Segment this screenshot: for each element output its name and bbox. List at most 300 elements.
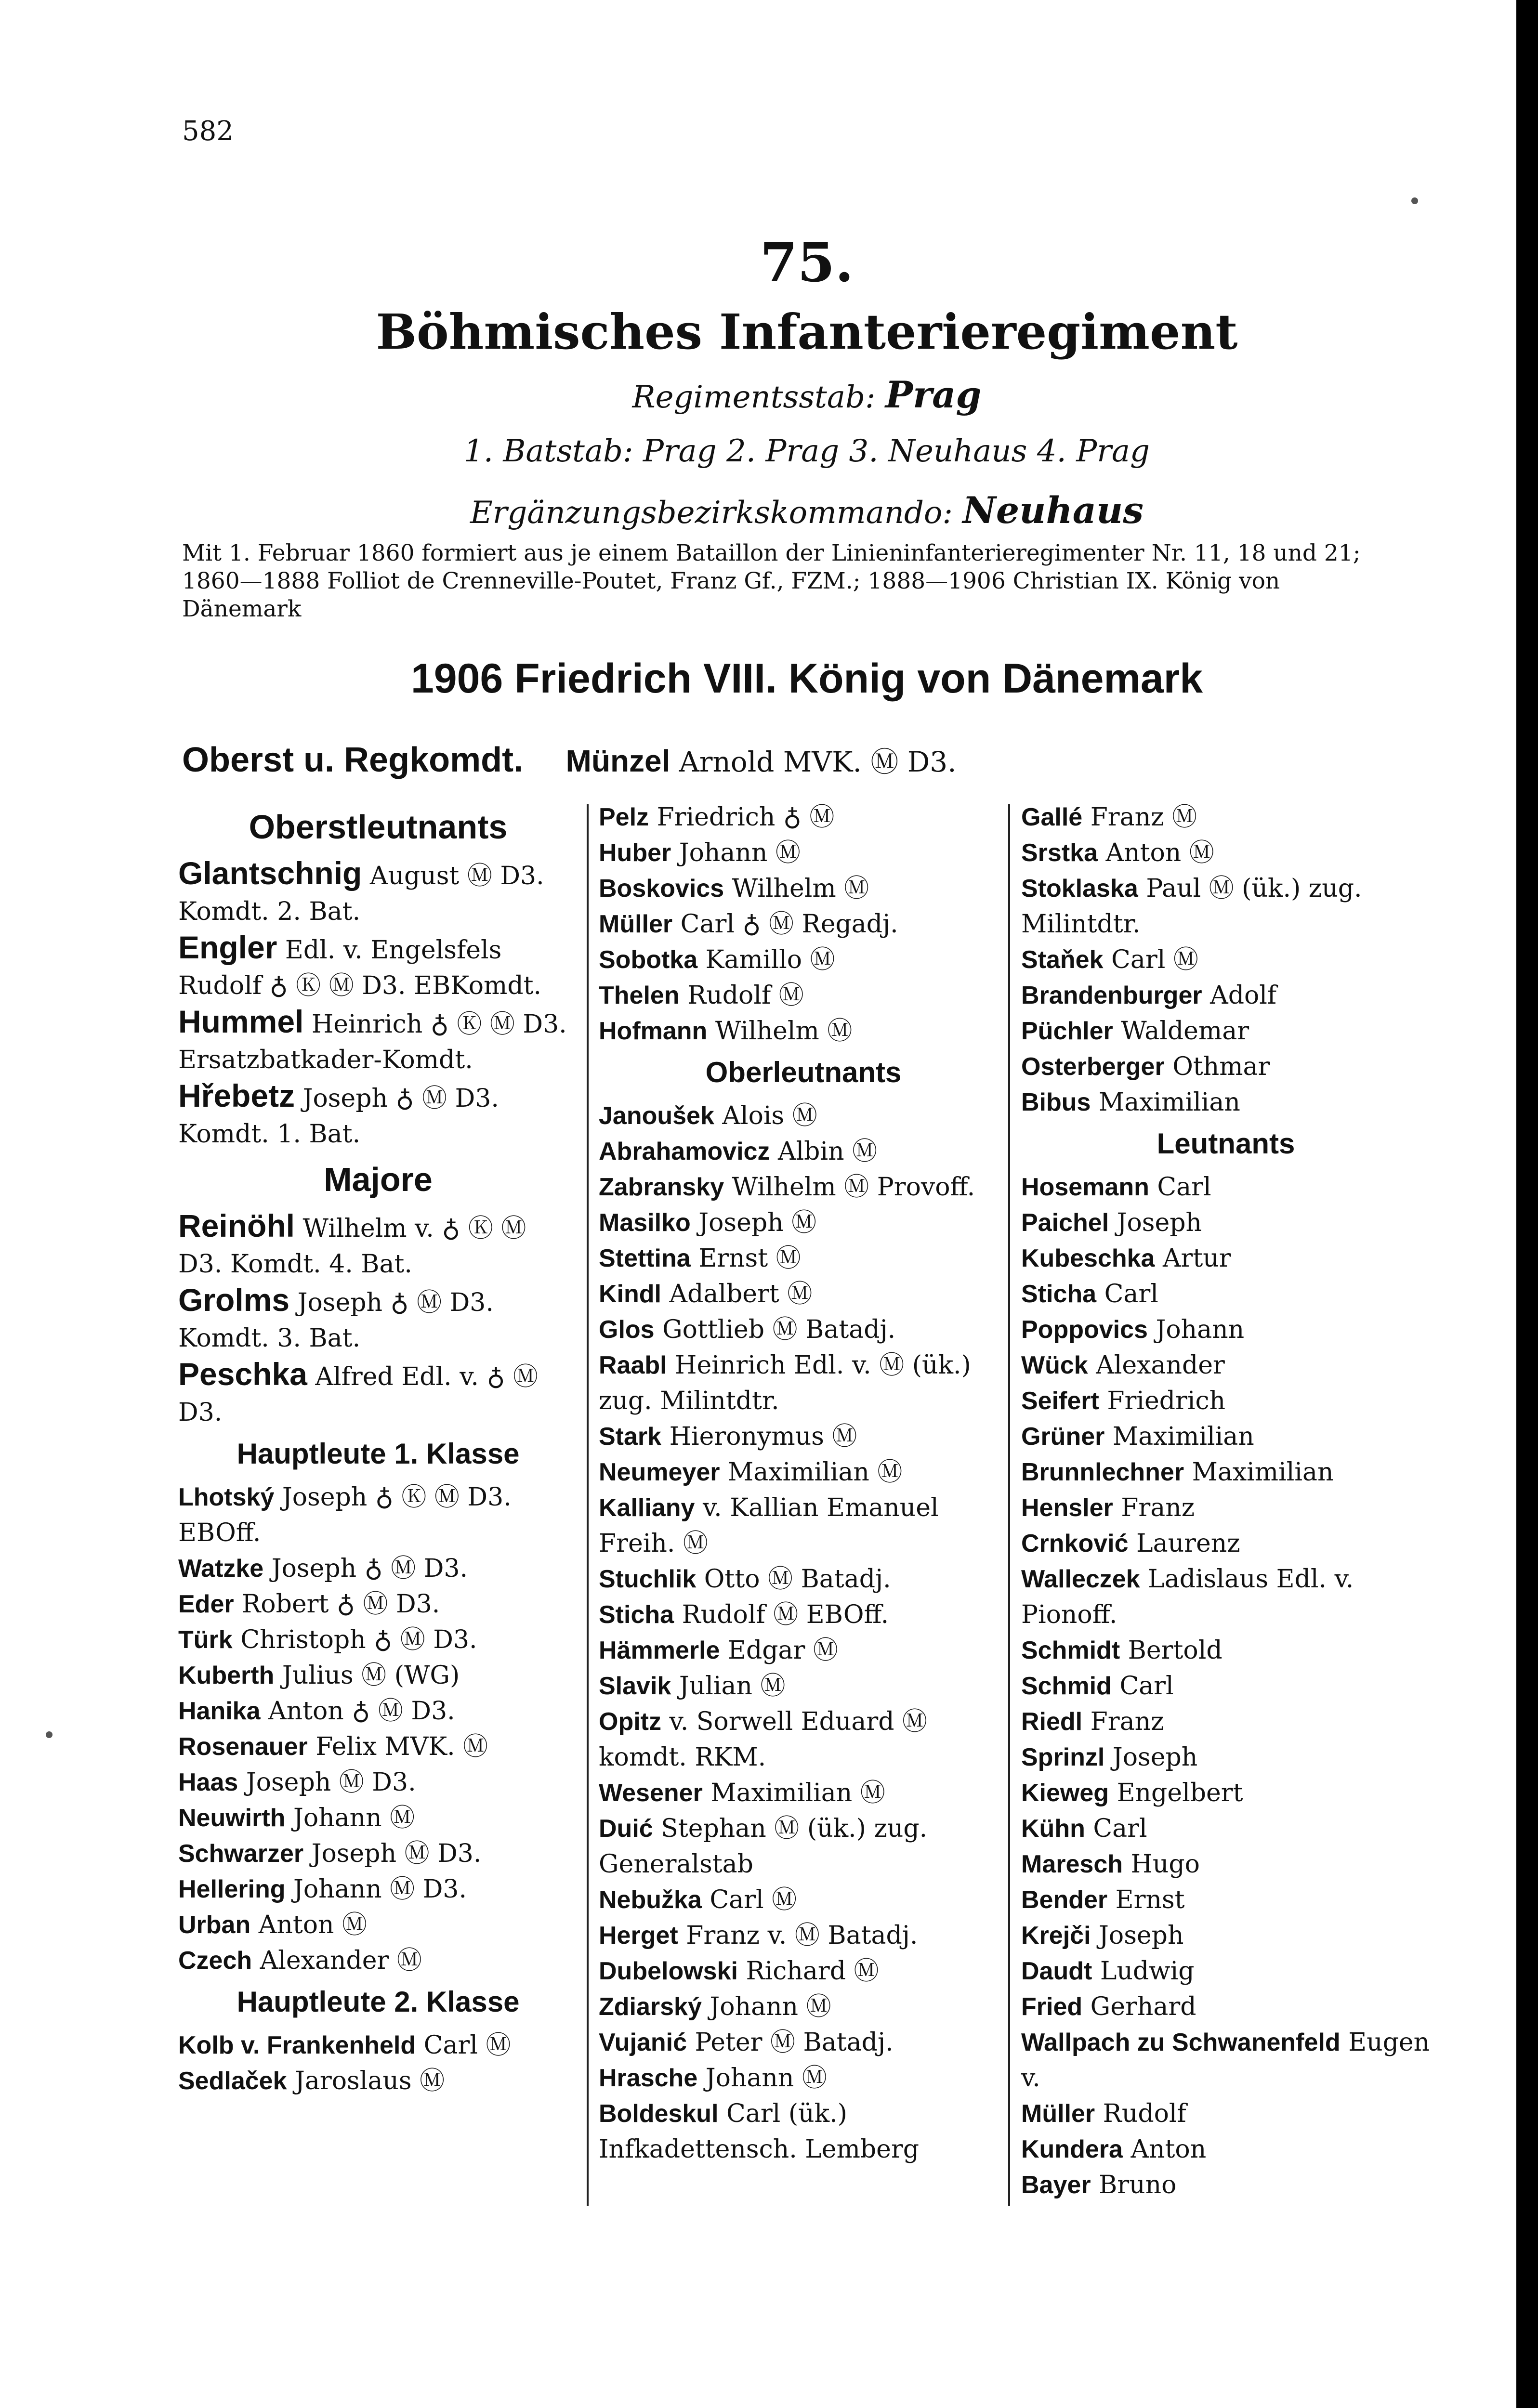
officer-entry bbox=[599, 1668, 1008, 1704]
officer-surname: Reinöhl bbox=[178, 1208, 295, 1243]
officer-details: August Ⓜ D3. Komdt. 2. Bat. bbox=[178, 862, 544, 926]
officer-entry bbox=[1021, 1561, 1431, 1633]
officer-surname: Wück bbox=[1021, 1351, 1088, 1379]
officer-details: Maximilian Ⓜ bbox=[720, 1458, 903, 1487]
list-hauptleute-2-cont bbox=[599, 799, 1008, 1049]
officer-entry bbox=[1021, 2132, 1431, 2167]
officer-entry bbox=[599, 942, 1008, 978]
officer-entry bbox=[178, 1551, 578, 1586]
officer-details: Gerhard bbox=[1082, 1992, 1196, 2021]
officer-entry bbox=[178, 1836, 578, 1871]
officer-entry bbox=[1021, 1811, 1431, 1846]
officer-surname: Hosemann bbox=[1021, 1173, 1149, 1201]
officer-surname: Staňek bbox=[1021, 946, 1104, 974]
officer-surname: Neumeyer bbox=[599, 1458, 720, 1486]
officer-surname: Bayer bbox=[1021, 2171, 1091, 2199]
officer-surname: Schmidt bbox=[1021, 1636, 1120, 1664]
officer-details: Kamillo Ⓜ bbox=[697, 945, 835, 974]
officer-entry bbox=[1021, 1989, 1431, 2025]
officer-details: Friedrich bbox=[1099, 1387, 1226, 1415]
officer-entry bbox=[599, 1205, 1008, 1241]
officer-surname: Sobotka bbox=[599, 946, 698, 974]
officer-surname: Hřebetz bbox=[178, 1078, 295, 1113]
officer-details: Hugo bbox=[1123, 1850, 1200, 1879]
officer-entry bbox=[178, 1004, 578, 1078]
officer-details: Maximilian bbox=[1091, 1088, 1240, 1117]
officer-entry bbox=[1021, 799, 1431, 835]
officer-details: Maximilian bbox=[1104, 1422, 1254, 1451]
column-1 bbox=[178, 799, 578, 2099]
officer-surname: Neuwirth bbox=[178, 1804, 286, 1832]
officer-details: Joseph bbox=[1109, 1208, 1202, 1237]
officer-details: Othmar bbox=[1164, 1052, 1270, 1081]
officer-details: Peter Ⓜ Batadj. bbox=[687, 2028, 894, 2057]
officer-surname: Riedl bbox=[1021, 1708, 1083, 1736]
officer-surname: Kühn bbox=[1021, 1815, 1085, 1843]
officer-entry bbox=[599, 1454, 1008, 1490]
officer-entry bbox=[1021, 1312, 1431, 1348]
oberst-details: Arnold MVK. Ⓜ D3. bbox=[679, 746, 957, 778]
officer-details: v. Sorwell Eduard Ⓜ komdt. RKM. bbox=[599, 1707, 928, 1772]
officer-entry bbox=[178, 1943, 578, 1978]
officer-entry bbox=[178, 1282, 578, 1356]
regiment-history: Mit 1. Februar 1860 formiert aus je einem Bataillon der Linieninfanterieregimenter Nr. 11, 18 und 21; 1860—1888 Folliot de Crenneville-Poutet, Franz Gf., FZM.; 1888—1906 Christian IX. König von Dänemark bbox=[182, 540, 1361, 622]
officer-surname: Püchler bbox=[1021, 1017, 1113, 1045]
officer-details: Joseph ♁ Ⓜ D3. Komdt. 1. Bat. bbox=[178, 1084, 499, 1149]
officer-surname: Glos bbox=[599, 1316, 655, 1344]
officer-surname: Herget bbox=[599, 1922, 678, 1950]
officer-surname: Kalliany bbox=[599, 1494, 695, 1522]
officer-surname: Engler bbox=[178, 929, 277, 965]
officer-details: Joseph bbox=[1091, 1921, 1184, 1950]
officer-details: Maximilian bbox=[1184, 1458, 1334, 1487]
officer-entry bbox=[178, 1078, 578, 1152]
officer-entry bbox=[1021, 1013, 1431, 1049]
officer-surname: Pelz bbox=[599, 803, 649, 831]
officer-surname: Hämmerle bbox=[599, 1636, 720, 1664]
officer-entry bbox=[599, 1276, 1008, 1312]
officer-surname: Urban bbox=[178, 1911, 251, 1939]
officer-entry bbox=[1021, 871, 1431, 942]
officer-entry bbox=[1021, 1526, 1431, 1561]
regiment-name: Böhmisches Infanterieregiment bbox=[376, 303, 1238, 360]
officer-details: Joseph bbox=[1104, 1743, 1198, 1772]
officer-details: Wilhelm Ⓜ bbox=[707, 1017, 853, 1046]
officer-details: Engelbert bbox=[1109, 1779, 1243, 1807]
officer-surname: Grolms bbox=[178, 1282, 290, 1318]
officer-entry bbox=[1021, 1383, 1431, 1419]
officer-entry bbox=[599, 1348, 1008, 1419]
officer-details: Franz bbox=[1113, 1493, 1195, 1522]
officer-surname: Poppovics bbox=[1021, 1316, 1148, 1344]
officer-entry bbox=[599, 835, 1008, 871]
officer-details: Eugen v. bbox=[1021, 2028, 1430, 2093]
officer-entry bbox=[1021, 2025, 1431, 2096]
officer-surname: Kubeschka bbox=[1021, 1244, 1155, 1272]
officer-details: Carl Ⓜ bbox=[416, 2031, 511, 2060]
officer-details: Jaroslaus Ⓜ bbox=[287, 2067, 445, 2095]
officer-surname: Peschka bbox=[178, 1356, 307, 1392]
officer-surname: Schwarzer bbox=[178, 1840, 304, 1868]
officer-surname: Wesener bbox=[599, 1779, 703, 1807]
officer-entry bbox=[1021, 1740, 1431, 1775]
officer-surname: Hofmann bbox=[599, 1017, 708, 1045]
officer-entry bbox=[599, 906, 1008, 942]
scan-speck bbox=[1411, 197, 1418, 204]
officer-details: Carl bbox=[1111, 1672, 1174, 1701]
officer-surname: Stoklaska bbox=[1021, 875, 1138, 903]
officer-entry bbox=[599, 1241, 1008, 1276]
officer-details: Julian Ⓜ bbox=[671, 1672, 786, 1701]
officer-surname: Seifert bbox=[1021, 1387, 1099, 1415]
officer-surname: Hummel bbox=[178, 1004, 304, 1039]
section-title-hauptleute-1: Hauptleute 1. Klasse bbox=[237, 1438, 520, 1470]
officer-entry bbox=[599, 2025, 1008, 2060]
officer-details: Franz Ⓜ bbox=[1082, 803, 1197, 832]
list-hauptleute-2 bbox=[178, 2028, 578, 2099]
officer-entry bbox=[599, 1013, 1008, 1049]
officer-surname: Fried bbox=[1021, 1993, 1083, 2021]
officer-surname: Grüner bbox=[1021, 1423, 1105, 1451]
officer-surname: Slavik bbox=[599, 1672, 671, 1700]
list-oberstleutnants bbox=[178, 855, 578, 1152]
officer-entry bbox=[1021, 1169, 1431, 1205]
officer-surname: Brunnlechner bbox=[1021, 1458, 1184, 1486]
officer-entry bbox=[1021, 1241, 1431, 1276]
officer-entry bbox=[178, 2063, 578, 2099]
officer-surname: Stuchlik bbox=[599, 1565, 697, 1593]
officer-entry bbox=[1021, 1918, 1431, 1953]
officer-surname: Sticha bbox=[1021, 1280, 1097, 1308]
officer-details: Wilhelm Ⓜ bbox=[724, 874, 869, 903]
officer-entry bbox=[1021, 1704, 1431, 1740]
officer-entry bbox=[178, 1871, 578, 1907]
officer-surname: Duić bbox=[599, 1815, 653, 1843]
officer-entry bbox=[599, 871, 1008, 906]
officer-details: Alexander bbox=[1088, 1351, 1225, 1380]
officer-entry bbox=[1021, 1668, 1431, 1704]
officer-entry bbox=[1021, 1846, 1431, 1882]
officer-surname: Rosenauer bbox=[178, 1733, 308, 1761]
officer-details: Adalbert Ⓜ bbox=[661, 1280, 813, 1309]
officer-details: Stephan Ⓜ (ük.) zug. Generalstab bbox=[599, 1814, 928, 1879]
officer-surname: Thelen bbox=[599, 982, 680, 1009]
officer-details: Anton Ⓜ bbox=[1098, 838, 1214, 867]
officer-details: Christoph ♁ Ⓜ D3. bbox=[232, 1625, 477, 1654]
officer-surname: Paichel bbox=[1021, 1209, 1109, 1237]
officer-details: Felix MVK. Ⓜ bbox=[307, 1732, 488, 1761]
officer-surname: Czech bbox=[178, 1947, 252, 1975]
officer-surname: Müller bbox=[1021, 2100, 1095, 2128]
officer-details: Paul Ⓜ (ük.) zug. Milintdtr. bbox=[1021, 874, 1362, 939]
officer-details: Bertold bbox=[1120, 1636, 1223, 1665]
officer-details: Joseph ♁ Ⓚ Ⓜ D3. EBOff. bbox=[178, 1483, 512, 1547]
officer-surname: Wallpach zu Schwanenfeld bbox=[1021, 2028, 1341, 2056]
section-title-oberleutnants: Oberleutnants bbox=[705, 1056, 902, 1088]
officer-entry bbox=[599, 1561, 1008, 1597]
officer-entry bbox=[599, 1775, 1008, 1811]
stab-label: Regimentsstab: bbox=[632, 380, 876, 415]
officer-entry bbox=[1021, 2096, 1431, 2132]
list-oberleutnants bbox=[599, 1098, 1008, 2167]
officer-surname: Stettina bbox=[599, 1244, 691, 1272]
officer-surname: Sticha bbox=[599, 1601, 674, 1629]
officer-entry bbox=[599, 1882, 1008, 1918]
officer-entry bbox=[599, 1989, 1008, 2025]
regimentsstab-line bbox=[145, 373, 1469, 416]
officer-details: Joseph Ⓜ D3. bbox=[303, 1839, 482, 1868]
oberst-line bbox=[182, 739, 957, 780]
page-number: 582 bbox=[182, 116, 234, 147]
officer-details: Carl ♁ Ⓜ Regadj. bbox=[672, 910, 898, 939]
officer-surname: Crnković bbox=[1021, 1530, 1129, 1557]
list-oberleutnants-cont bbox=[1021, 799, 1431, 1120]
officer-surname: Bender bbox=[1021, 1886, 1108, 1914]
officer-surname: Kolb v. Frankenheld bbox=[178, 2031, 416, 2059]
officer-details: Johann Ⓜ bbox=[285, 1804, 415, 1832]
officer-surname: Osterberger bbox=[1021, 1053, 1165, 1081]
officer-details: Carl bbox=[1096, 1280, 1158, 1309]
officer-surname: Zdiarský bbox=[599, 1993, 702, 2021]
officer-details: Alois Ⓜ bbox=[714, 1101, 817, 1130]
officer-surname: Kieweg bbox=[1021, 1779, 1109, 1807]
officer-surname: Dubelowski bbox=[599, 1957, 738, 1985]
officer-entry bbox=[178, 855, 578, 929]
officer-entry bbox=[1021, 1085, 1431, 1120]
officer-surname: Bibus bbox=[1021, 1088, 1091, 1116]
officer-entry bbox=[178, 1729, 578, 1765]
column-2 bbox=[599, 799, 1008, 2167]
officer-entry bbox=[1021, 1454, 1431, 1490]
officer-surname: Hellering bbox=[178, 1875, 286, 1903]
list-hauptleute-1 bbox=[178, 1479, 578, 1978]
officer-details: Joseph ♁ Ⓜ D3. bbox=[263, 1554, 468, 1583]
officer-entry bbox=[599, 1419, 1008, 1454]
officer-entry bbox=[599, 1098, 1008, 1134]
list-leutnants bbox=[1021, 1169, 1431, 2203]
section-title-hauptleute-2: Hauptleute 2. Klasse bbox=[237, 1986, 520, 2018]
officer-details: Ludwig bbox=[1092, 1957, 1195, 1986]
officer-entry bbox=[599, 1704, 1008, 1775]
officer-details: Maximilian Ⓜ bbox=[702, 1779, 885, 1807]
officer-surname: Raabl bbox=[599, 1351, 667, 1379]
officer-entry bbox=[599, 978, 1008, 1013]
officer-entry bbox=[1021, 1049, 1431, 1085]
officer-entry bbox=[599, 1169, 1008, 1205]
officer-entry bbox=[1021, 1419, 1431, 1454]
officer-details: Johann Ⓜ bbox=[671, 838, 801, 867]
officer-entry bbox=[178, 1658, 578, 1693]
section-title-leutnants: Leutnants bbox=[1157, 1127, 1295, 1160]
officer-details: Joseph Ⓜ bbox=[690, 1208, 817, 1237]
officer-details: Julius Ⓜ (WG) bbox=[274, 1661, 460, 1690]
officer-entry bbox=[178, 929, 578, 1004]
officer-details: Laurenz bbox=[1128, 1529, 1240, 1558]
ergaenzung-value: Neuhaus bbox=[962, 489, 1144, 532]
officer-surname: Türk bbox=[178, 1626, 233, 1654]
officer-entry bbox=[599, 1953, 1008, 1989]
regiment-inhaber: 1906 Friedrich VIII. König von Dänemark bbox=[410, 655, 1203, 702]
officer-surname: Kuberth bbox=[178, 1662, 275, 1689]
officer-surname: Janoušek bbox=[599, 1102, 714, 1130]
officer-entry bbox=[178, 1622, 578, 1658]
officer-details: Carl bbox=[1149, 1173, 1211, 1202]
officer-surname: Maresch bbox=[1021, 1850, 1123, 1878]
officer-details: Ladislaus Edl. v. Pionoff. bbox=[1021, 1565, 1354, 1629]
column-divider-2 bbox=[1008, 804, 1010, 2206]
officer-entry bbox=[1021, 1348, 1431, 1383]
officer-details: v. Kallian Emanuel Freih. Ⓜ bbox=[599, 1493, 939, 1558]
officer-surname: Boskovics bbox=[599, 875, 724, 903]
officer-details: Friedrich ♁ Ⓜ bbox=[649, 803, 835, 832]
officer-details: Bruno bbox=[1091, 2171, 1177, 2199]
officer-entry bbox=[178, 1765, 578, 1800]
officer-entry bbox=[1021, 1276, 1431, 1312]
oberst-rank: Oberst u. Regkomdt. bbox=[182, 741, 524, 779]
officer-details: Ernst bbox=[1107, 1885, 1185, 1914]
section-title-majore: Majore bbox=[324, 1161, 433, 1198]
officer-details: Carl Ⓜ bbox=[701, 1885, 797, 1914]
officer-details: Richard Ⓜ bbox=[737, 1957, 879, 1986]
officer-surname: Kindl bbox=[599, 1280, 661, 1308]
officer-entry bbox=[599, 1597, 1008, 1633]
officer-details: Artur bbox=[1155, 1244, 1231, 1273]
officer-details: Alexander Ⓜ bbox=[252, 1946, 422, 1975]
officer-surname: Gallé bbox=[1021, 803, 1083, 831]
officer-surname: Haas bbox=[178, 1768, 238, 1796]
officer-details: Johann bbox=[1147, 1315, 1245, 1344]
officer-entry bbox=[178, 1693, 578, 1729]
officer-surname: Zabransky bbox=[599, 1173, 724, 1201]
regiment-number: 75. bbox=[760, 231, 854, 294]
officer-surname: Abrahamovicz bbox=[599, 1138, 770, 1165]
stab-value: Prag bbox=[885, 373, 982, 416]
officer-details: Ernst Ⓜ bbox=[690, 1244, 801, 1273]
officer-surname: Brandenburger bbox=[1021, 982, 1202, 1009]
batstab-line: 1. Batstab: Prag 2. Prag 3. Neuhaus 4. Prag bbox=[463, 433, 1150, 469]
officer-surname: Lhotský bbox=[178, 1483, 275, 1511]
officer-entry bbox=[178, 1586, 578, 1622]
officer-surname: Krejči bbox=[1021, 1922, 1091, 1950]
officer-entry bbox=[1021, 2167, 1431, 2203]
officer-entry bbox=[599, 1490, 1008, 1561]
officer-details: Johann Ⓜ bbox=[697, 2064, 827, 2093]
officer-entry bbox=[1021, 1633, 1431, 1668]
officer-surname: Watzke bbox=[178, 1555, 264, 1583]
officer-surname: Masilko bbox=[599, 1209, 691, 1237]
officer-surname: Daudt bbox=[1021, 1957, 1092, 1985]
officer-details: Rudolf Ⓜ EBOff. bbox=[674, 1600, 889, 1629]
officer-details: Adolf bbox=[1202, 981, 1277, 1010]
officer-entry bbox=[599, 1918, 1008, 1953]
officer-entry bbox=[178, 1479, 578, 1551]
officer-surname: Kundera bbox=[1021, 2135, 1123, 2163]
officer-details: Hieronymus Ⓜ bbox=[661, 1422, 857, 1451]
ergaenzung-line bbox=[145, 489, 1469, 532]
officer-surname: Glantschnig bbox=[178, 855, 362, 891]
officer-surname: Nebužka bbox=[599, 1886, 702, 1914]
officer-entry bbox=[1021, 978, 1431, 1013]
officer-entry bbox=[599, 1134, 1008, 1169]
officer-details: Carl bbox=[1085, 1814, 1147, 1843]
officer-surname: Schmid bbox=[1021, 1672, 1112, 1700]
officer-entry bbox=[599, 1312, 1008, 1348]
officer-details: Albin Ⓜ bbox=[770, 1137, 878, 1166]
officer-entry bbox=[1021, 1775, 1431, 1811]
officer-surname: Eder bbox=[178, 1590, 234, 1618]
officer-surname: Sprinzl bbox=[1021, 1743, 1105, 1771]
officer-details: Wilhelm Ⓜ Provoff. bbox=[724, 1173, 975, 1202]
officer-details: Franz v. Ⓜ Batadj. bbox=[678, 1921, 918, 1950]
officer-details: Waldemar bbox=[1113, 1017, 1249, 1046]
officer-entry bbox=[1021, 835, 1431, 871]
ergaenzung-label: Ergänzungsbezirkskommando: bbox=[470, 495, 953, 531]
section-title-oberstleutnants: Oberstleutnants bbox=[249, 808, 508, 846]
officer-details: Alfred Edl. v. ♁ Ⓜ D3. bbox=[178, 1362, 539, 1427]
officer-details: Wilhelm v. ♁ Ⓚ Ⓜ D3. Komdt. 4. Bat. bbox=[178, 1214, 526, 1279]
officer-details: Heinrich ♁ Ⓚ Ⓜ D3. Ersatzbatkader-Komdt. bbox=[178, 1010, 567, 1074]
officer-surname: Boldeskul bbox=[599, 2100, 719, 2128]
officer-details: Rudolf Ⓜ bbox=[679, 981, 804, 1010]
officer-entry bbox=[1021, 1205, 1431, 1241]
officer-entry bbox=[599, 1811, 1008, 1882]
officer-entry bbox=[599, 2096, 1008, 2167]
officer-details: Gottlieb Ⓜ Batadj. bbox=[654, 1315, 896, 1344]
officer-surname: Hensler bbox=[1021, 1494, 1113, 1522]
officer-surname: Walleczek bbox=[1021, 1565, 1140, 1593]
officer-surname: Sedlaček bbox=[178, 2067, 287, 2095]
list-majore bbox=[178, 1208, 578, 1430]
officer-details: Anton Ⓜ bbox=[250, 1911, 368, 1939]
officer-surname: Müller bbox=[599, 910, 673, 938]
officer-details: Otto Ⓜ Batadj. bbox=[696, 1565, 891, 1594]
officer-details: Heinrich Edl. v. Ⓜ (ük.) zug. Milintdtr. bbox=[599, 1351, 971, 1415]
officer-surname: Opitz bbox=[599, 1708, 661, 1736]
officer-surname: Vujanić bbox=[599, 2028, 687, 2056]
officer-entry bbox=[178, 1208, 578, 1282]
officer-surname: Huber bbox=[599, 839, 671, 867]
scan-speck bbox=[46, 1731, 53, 1738]
column-3 bbox=[1021, 799, 1431, 2203]
officer-details: Edl. v. Engelsfels Rudolf ♁ Ⓚ Ⓜ D3. EBKomdt. bbox=[178, 936, 542, 1000]
officer-details: Franz bbox=[1082, 1707, 1164, 1736]
officer-entry bbox=[178, 2028, 578, 2063]
officer-details: Anton bbox=[1122, 2135, 1207, 2164]
officer-surname: Hanika bbox=[178, 1697, 261, 1725]
officer-details: Joseph ♁ Ⓜ D3. Komdt. 3. Bat. bbox=[178, 1288, 494, 1353]
officer-surname: Stark bbox=[599, 1423, 662, 1451]
officer-entry bbox=[599, 799, 1008, 835]
officer-entry bbox=[1021, 942, 1431, 978]
officer-entry bbox=[1021, 1882, 1431, 1918]
officer-details: Johann Ⓜ D3. bbox=[285, 1875, 467, 1904]
officer-entry bbox=[178, 1800, 578, 1836]
officer-details: Carl Ⓜ bbox=[1103, 945, 1198, 974]
oberst-name: Münzel bbox=[565, 744, 670, 778]
officer-details: Anton ♁ Ⓜ D3. bbox=[260, 1697, 455, 1726]
officer-entry bbox=[1021, 1953, 1431, 1989]
officer-details: Johann Ⓜ bbox=[701, 1992, 831, 2021]
officer-entry bbox=[178, 1907, 578, 1943]
officer-details: Rudolf bbox=[1095, 2099, 1186, 2128]
scan-border bbox=[1516, 0, 1538, 2408]
officer-surname: Srstka bbox=[1021, 839, 1098, 867]
column-divider-1 bbox=[587, 804, 589, 2206]
officer-details: Edgar Ⓜ bbox=[720, 1636, 838, 1665]
officer-details: Robert ♁ Ⓜ D3. bbox=[234, 1590, 440, 1619]
officer-details: Carl (ük.) Infkadettensch. Lemberg bbox=[599, 2099, 920, 2164]
officer-entry bbox=[1021, 1490, 1431, 1526]
